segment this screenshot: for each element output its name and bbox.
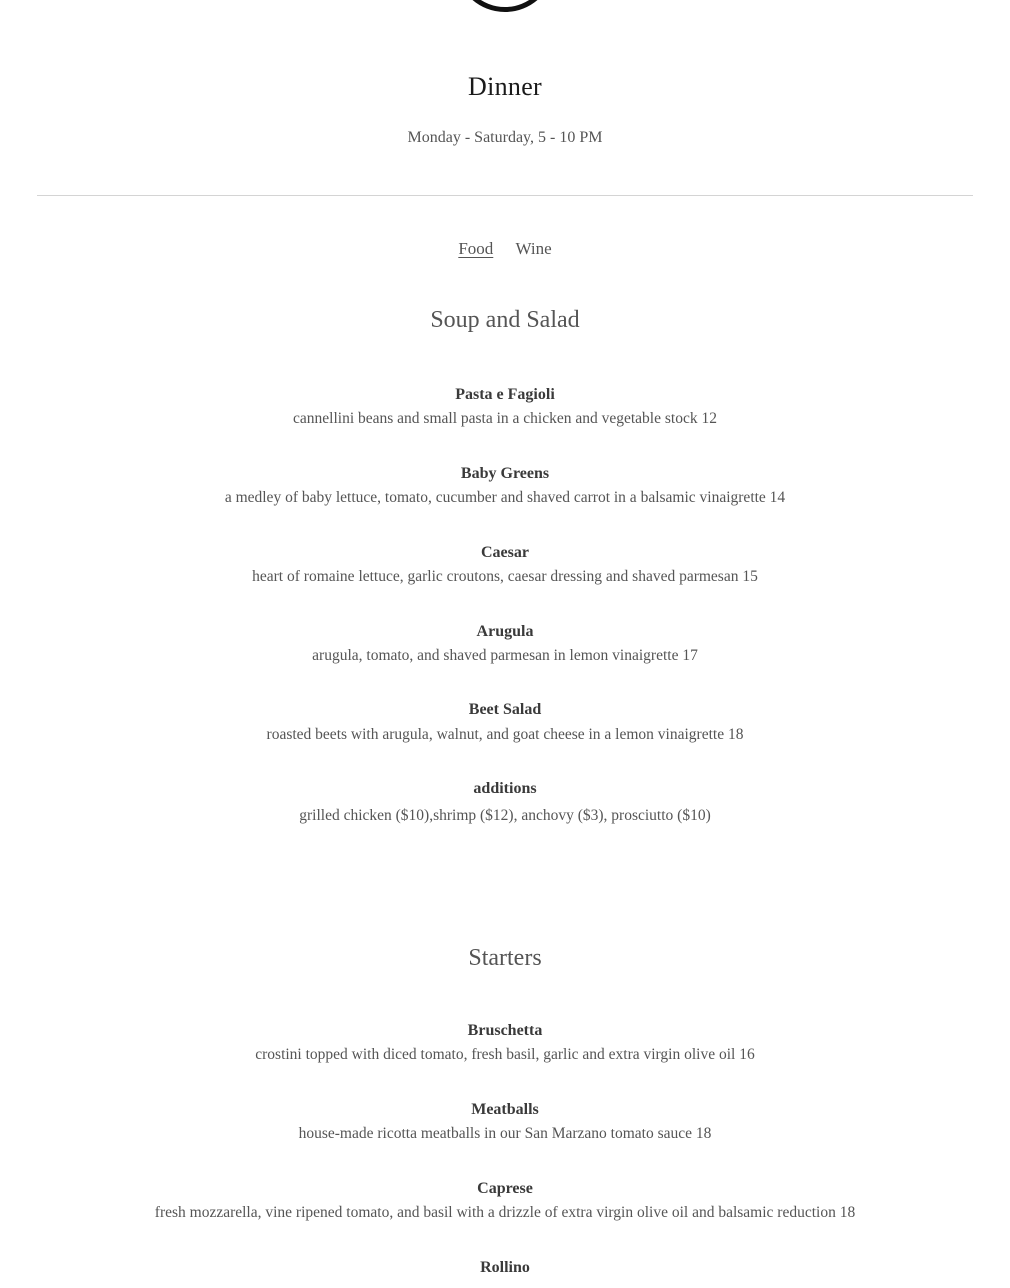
menu-item-name: additions [473, 780, 537, 797]
menu-item-description: crostini topped with diced tomato, fresh basil, garlic and extra virgin olive oil 16 [255, 1046, 755, 1063]
section-title-starters: Starters [468, 945, 542, 971]
menu-item-description: a medley of baby lettuce, tomato, cucumber and shaved carrot in a balsamic vinaigrette 14 [224, 489, 786, 506]
section-title-soup-and-salad: Soup and Salad [430, 307, 580, 333]
menu-item-name: Caprese [477, 1180, 533, 1197]
menu-tabs [0, 239, 1010, 259]
menu-item-description: house-made ricotta meatballs in our San Marzano tomato sauce 18 [298, 1125, 712, 1142]
menu-item-description: grilled chicken ($10),shrimp ($12), anchovy ($3), prosciutto ($10) [299, 807, 711, 824]
menu-item-description: heart of romaine lettuce, garlic croutons, caesar dressing and shaved parmesan 15 [252, 568, 758, 585]
tab-food[interactable]: Food [458, 239, 494, 258]
divider [37, 195, 973, 196]
menu-item-name: Pasta e Fagioli [455, 386, 555, 403]
menu-item-description: fresh mozzarella, vine ripened tomato, and basil with a drizzle of extra virgin olive oil and balsamic reduction 18 [154, 1204, 856, 1221]
menu-item-name: Caesar [481, 544, 529, 561]
menu-item-description: roasted beets with arugula, walnut, and goat cheese in a lemon vinaigrette 18 [266, 726, 744, 743]
menu-item-description: arugula, tomato, and shaved parmesan in lemon vinaigrette 17 [312, 647, 698, 664]
menu-item-name: Meatballs [471, 1101, 539, 1118]
menu-hours: Monday - Saturday, 5 - 10 PM [407, 129, 603, 146]
menu-item-name: Arugula [476, 623, 534, 640]
menu-title: Dinner [468, 72, 542, 101]
menu-item-name: Bruschetta [467, 1022, 543, 1039]
menu-item-description: cannellini beans and small pasta in a chicken and vegetable stock 12 [293, 410, 717, 427]
menu-item-name: Baby Greens [460, 465, 550, 482]
menu-item-name: Rollino [480, 1259, 530, 1276]
tab-wine[interactable]: Wine [515, 239, 552, 258]
restaurant-logo[interactable] [455, 0, 555, 12]
menu-item-name: Beet Salad [468, 701, 542, 718]
